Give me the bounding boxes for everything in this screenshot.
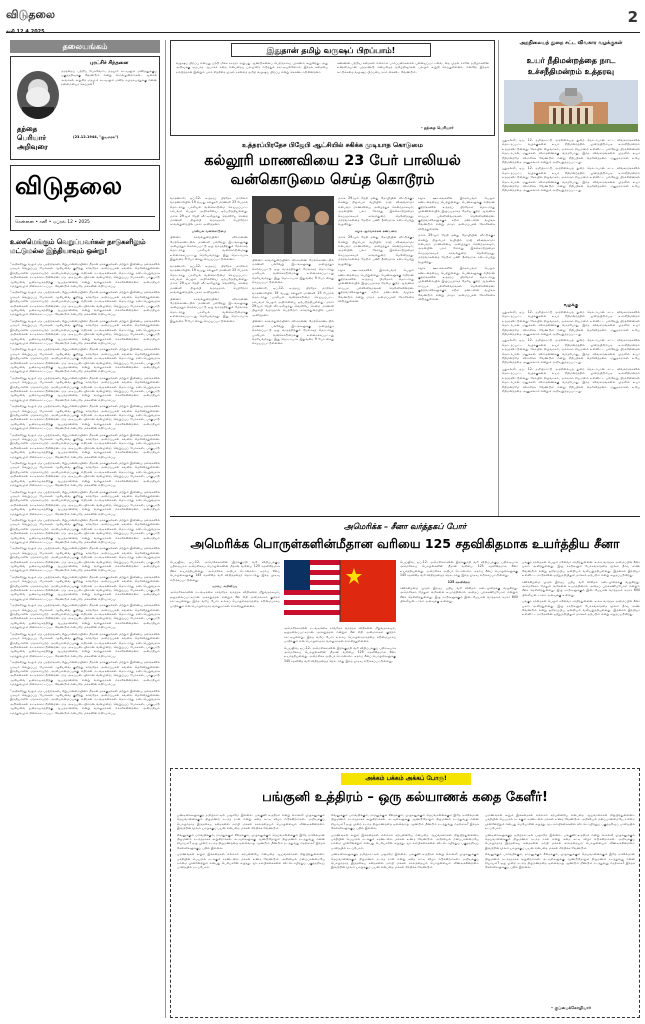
editorial-paragraph: "அதிகரித்து வரும் மத பதற்றங்கள், சிறுபான்மையினர் மீதான தாக்குதல்கள் மற்றும் இணைய தளங்களில் பரவும் வெறுப்புப் பேச்சுகள் ஆகியவை குறித்து சர்வதேச அமைப்புகள் கவலை தெரிவித்துள்ளன. இந்தியாவில் மதச்சார்பற்ற அரசியலமைப்புக்கு எதிரான நடவடிக்கைகள் தொடர்ந்து நடைபெறுவதாக அறிக்கைகள் சுட்டிக்காட்டுகின்றன. மத அடிப்படையிலான வன்முறை, வெறுப்புப் பேச்சுகள், பாகுபாடு ஆகியவை ஜனநாயகத்திற்கு ஆபத்தானவை என்று வல்லுநர்கள் எச்சரிக்கின்றனர். அமைதியும் சமத்துவமும் நிலைநாட்டப்பட வேண்டும் என்பதே மக்களின் எதிர்பார்ப்பு.: [10, 489, 160, 516]
center-paragraph: மார்ச் 29ஆம் தேதி தனது தோழியின் வீட்டுக்குச் சென்று திரும்பும் வழியில் ராஜ் விஷ்வகர்மா என்பவர் மாணவியை அழைத்துச் சென்றதாகவும், அதன்பின் பலர் சேர்ந்து இக்கொடூரத்தைச் செய்ததாகவும் காவல்துறை தெரிவித்தது. மற்றவர்களைத் தேடும் பணி தீவிரமாக நடைபெற்று வருகிறது.: [338, 235, 414, 266]
masthead-rule: [6, 32, 640, 33]
editorial-paragraph: "அதிகரித்து வரும் மத பதற்றங்கள், சிறுபான்மையினர் மீதான தாக்குதல்கள் மற்றும் இணைய தளங்களில் பரவும் வெறுப்புப் பேச்சுகள் ஆகியவை குறித்து சர்வதேச அமைப்புகள் கவலை தெரிவித்துள்ளன. இந்தியாவில் மதச்சார்பற்ற அரசியலமைப்புக்கு எதிரான நடவடிக்கைகள் தொடர்ந்து நடைபெறுவதாக அறிக்கைகள் சுட்டிக்காட்டுகின்றன. மத அடிப்படையிலான வன்முறை, வெறுப்புப் பேச்சுகள், பாகுபாடு ஆகியவை ஜனநாயகத்திற்கு ஆபத்தானவை என்று வல்லுநர்கள் எச்சரிக்கின்றனர். அமைதியும் சமத்துவமும் நிலைநாட்டப்பட வேண்டும் என்பதே மக்களின் எதிர்பார்ப்பு.: [10, 660, 160, 687]
center-col3: [338, 196, 414, 504]
masthead: [6, 8, 640, 26]
center-paragraph: வாரணாசி, ஏப்.12- உத்தரப் பிரதேச மாநிலம் வாரணாசியில் 19 வயது கல்லூரி மாணவி 23 பேரால் தொடர்ந்து பாலியல் வன்கொடுமை செய்யப்பட்ட சம்பவம் பெரும் அதிர்ச்சியை ஏற்படுத்தியுள்ளது. மார்ச் 29ஆம் தேதி வீட்டிலிருந்து வெளியே சென்ற மாணவி திரும்பி வராததால் பெற்றோர் காவல்துறையில் புகார் அளித்தனர்.: [170, 263, 248, 295]
court-paragraph: புதுடில்லி, ஏப். 12- தமிழ்நாட்டு அறநிலையத் துறை தொடர்பான சட்ட விவகாரங்களில் தொடரப்பட்ட வழக்குகளை உயர் நீதிமன்றத்தில் முறையிடும்படி உச்சநீதிமன்றம் உத்தரவிட்டுள்ளது. கோயில் நிருவாகம், அர்ச்சகர் நியமனம் உள்ளிட்ட பல்வேறு பிரச்சினைகள் தொடர்பான மனுக்கள் விசாரணைக்கு வந்தபோது, இந்த விவகாரங்களை முதலில் உயர் நீதிமன்றமே விசாரிக்க வேண்டும் என்று நீதிபதிகள் தெரிவித்தனர். மனுதாரர்கள் உரிய நீதிமன்றத்தை அணுகலாம் என்றும் அறிவுறுத்தப்பட்டது.: [502, 366, 640, 393]
trade-paragraph: அமெரிக்காவின் நடவடிக்கை சர்வதேச வர்த்தக விதிகளை மீறுவதாகவும், ஒருதலைப்பட்சமான அச்சுறுத்தல் என்றும் சீன நிதி அமைச்சகம் குற்றம் சாட்டியுள்ளது. இந்த வரிப் போர் உலகப் பொருளாதாரத்தை கடுமையாகப் பாதிக்கும் என பொருளாதார வல்லுநர்கள் எச்சரித்துள்ளனர்.: [284, 626, 396, 644]
editorial-paragraph: "அதிகரித்து வரும் மத பதற்றங்கள், சிறுபான்மையினர் மீதான தாக்குதல்கள் மற்றும் இணைய தளங்களில் பரவும் வெறுப்புப் பேச்சுகள் ஆகியவை குறித்து சர்வதேச அமைப்புகள் கவலை தெரிவித்துள்ளன. இந்தியாவில் மதச்சார்பற்ற அரசியலமைப்புக்கு எதிரான நடவடிக்கைகள் தொடர்ந்து நடைபெறுவதாக அறிக்கைகள் சுட்டிக்காட்டுகின்றன. மத அடிப்படையிலான வன்முறை, வெறுப்புப் பேச்சுகள், பாகுபாடு ஆகியவை ஜனநாயகத்திற்கு ஆபத்தானவை என்று வல்லுநர்கள் எச்சரிக்கின்றனர். அமைதியும் சமத்துவமும் நிலைநாட்டப்பட வேண்டும் என்பதே மக்களின் எதிர்பார்ப்பு.: [10, 461, 160, 488]
feature-kicker: அக்கம் பக்கம் அக்கப் போரு!: [341, 773, 471, 785]
trade-paragraph: பெய்ஜிங், ஏப்.12- அமெரிக்காவின் இறக்குமதி வரி விதிப்புக்குப் பதிலடியாக அமெரிக்கப் பொருள்களின் மீதான வரியை 125 சதவிகிதமாக சீனா உயர்த்தியுள்ளது. அமெரிக்க அதிபர் டொனால்ட் டிரம்ப் சீனப் பொருள்களுக்கு 145 சதவிகித வரி விதித்ததைத் தொடர்ந்து இந்த முடிவு எடுக்கப்பட்டுள்ளது.: [170, 560, 280, 582]
court-building-image: [504, 80, 638, 132]
court-heading: உயர் நீதிமன்றத்தை நாட உச்சநீதிமன்றம் உத்தரவு: [526, 56, 616, 76]
feature-paragraph: பண்டிகைகளுக்குத் தமிழ்நாட்டில் பஞ்சமே இல்லை. பங்குனி உத்திரம் என்று சொல்லி முருகனுக்கும் தெய்வானைக்கும் திருமணம் நடந்த நாள் என்று கதை கட்டி விழா எடுக்கிறார்கள். அறிவுக்குப் பொருந்தாத இத்தகைய கதைகளை நம்பி மக்கள் காலத்தையும் பொருளையும் வீணடிக்கின்றனர். இவற்றின் மூலம் யாருக்குப் பயன் என்பதை மக்கள் சிந்திக்க வேண்டும்.: [485, 832, 635, 850]
quote-kicker: புரட்சிச் சிந்தனை: [89, 60, 129, 66]
center-paragraph: பின்னர் காவல்துறையினர் விசாரணை மேற்கொண்டதில் மாணவி பல்வேறு இடங்களுக்கு அழைத்துச் செல்லப்பட்டு ஒரு வாரத்திற்கும் மேலாகத் தொடர்ந்து பாலியல் வன்கொடுமைக்கு உள்ளாக்கப்பட்டது தெரியவந்தது. இது தொடர்பாக இதுவரை 9 பேர் கைது செய்யப்பட்டுள்ளனர்.: [170, 296, 248, 323]
center-col2: [252, 258, 334, 504]
editorial-paragraph: "அதிகரித்து வரும் மத பதற்றங்கள், சிறுபான்மையினர் மீதான தாக்குதல்கள் மற்றும் இணைய தளங்களில் பரவும் வெறுப்புப் பேச்சுகள் ஆகியவை குறித்து சர்வதேச அமைப்புகள் கவலை தெரிவித்துள்ளன. இந்தியாவில் மதச்சார்பற்ற அரசியலமைப்புக்கு எதிரான நடவடிக்கைகள் தொடர்ந்து நடைபெறுவதாக அறிக்கைகள் சுட்டிக்காட்டுகின்றன. மத அடிப்படையிலான வன்முறை, வெறுப்புப் பேச்சுகள், பாகுபாடு ஆகியவை ஜனநாயகத்திற்கு ஆபத்தானவை என்று வல்லுநர்கள் எச்சரிக்கின்றனர். அமைதியும் சமத்துவமும் நிலைநாட்டப்பட வேண்டும் என்பதே மக்களின் எதிர்பார்ப்பு.: [10, 290, 160, 317]
editorial-paragraph: "அதிகரித்து வரும் மத பதற்றங்கள், சிறுபான்மையினர் மீதான தாக்குதல்கள் மற்றும் இணைய தளங்களில் பரவும் வெறுப்புப் பேச்சுகள் ஆகியவை குறித்து சர்வதேச அமைப்புகள் கவலை தெரிவித்துள்ளன. இந்தியாவில் மதச்சார்பற்ற அரசியலமைப்புக்கு எதிரான நடவடிக்கைகள் தொடர்ந்து நடைபெறுவதாக அறிக்கைகள் சுட்டிக்காட்டுகின்றன. மத அடிப்படையிலான வன்முறை, வெறுப்புப் பேச்சுகள், பாகுபாடு ஆகியவை ஜனநாயகத்திற்கு ஆபத்தானவை என்று வல்லுநர்கள் எச்சரிக்கின்றனர். அமைதியும் சமத்துவமும் நிலைநாட்டப்பட வேண்டும் என்பதே மக்களின் எதிர்பார்ப்பு.: [10, 603, 160, 630]
trade-paragraph: அமெரிக்காவின் நடவடிக்கை சர்வதேச வர்த்தக விதிகளை மீறுவதாகவும், ஒருதலைப்பட்சமான அச்சுறுத்தல் என்றும் சீன நிதி அமைச்சகம் குற்றம் சாட்டியுள்ளது. இந்த வரிப் போர் உலகப் பொருளாதாரத்தை கடுமையாகப் பாதிக்கும் என பொருளாதார வல்லுநர்கள் எச்சரித்துள்ளனர்.: [170, 590, 280, 608]
editorial-paragraph: "அதிகரித்து வரும் மத பதற்றங்கள், சிறுபான்மையினர் மீதான தாக்குதல்கள் மற்றும் இணைய தளங்களில் பரவும் வெறுப்புப் பேச்சுகள் ஆகியவை குறித்து சர்வதேச அமைப்புகள் கவலை தெரிவித்துள்ளன. இந்தியாவில் மதச்சார்பற்ற அரசியலமைப்புக்கு எதிரான நடவடிக்கைகள் தொடர்ந்து நடைபெறுவதாக அறிக்கைகள் சுட்டிக்காட்டுகின்றன. மத அடிப்படையிலான வன்முறை, வெறுப்புப் பேச்சுகள், பாகுபாடு ஆகியவை ஜனநாயகத்திற்கு ஆபத்தானவை என்று வல்லுநர்கள் எச்சரிக்கின்றனர். அமைதியும் சமத்துவமும் நிலைநாட்டப்பட வேண்டும் என்பதே மக்களின் எதிர்பார்ப்பு.: [10, 688, 160, 715]
quote-source: (23.12.1944, "குடிஅரசு"): [73, 135, 119, 139]
trade-col4: [522, 560, 640, 760]
paper-title: விடுதலை: [6, 8, 56, 21]
editorial-paragraph: "அதிகரித்து வரும் மத பதற்றங்கள், சிறுபான்மையினர் மீதான தாக்குதல்கள் மற்றும் இணைய தளங்களில் பரவும் வெறுப்புப் பேச்சுகள் ஆகியவை குறித்து சர்வதேச அமைப்புகள் கவலை தெரிவித்துள்ளன. இந்தியாவில் மதச்சார்பற்ற அரசியலமைப்புக்கு எதிரான நடவடிக்கைகள் தொடர்ந்து நடைபெறுவதாக அறிக்கைகள் சுட்டிக்காட்டுகின்றன. மத அடிப்படையிலான வன்முறை, வெறுப்புப் பேச்சுகள், பாகுபாடு ஆகியவை ஜனநாயகத்திற்கு ஆபத்தானவை என்று வல்லுநர்கள் எச்சரிக்கின்றனர். அமைதியும் சமத்துவமும் நிலைநாட்டப்பட வேண்டும் என்பதே மக்களின் எதிர்பார்ப்பு.: [10, 546, 160, 573]
center-paragraph: சமூக ஊடகங்களில் இச்சம்பவம் பெரும் கண்டனத்தைப் பெற்றுள்ளது. பெண்களுக்கு எதிரான குற்றங்களில் உத்தரப் பிரதேசம் தொடர்ந்து முன்னிலையில் இருப்பதாகத் தேசிய குற்ற ஆவணக் காப்பக புள்ளிவிவரங்கள் தெரிவிக்கின்றன. குற்றவாளிகளுக்குக் கடும் தண்டனை வழங்க வேண்டும் என்று மாதர் அமைப்புகள் கோரிக்கை விடுத்துள்ளன.: [418, 196, 495, 231]
logo: விடுதலை: [15, 172, 122, 200]
court-paragraph: புதுடில்லி, ஏப். 12- தமிழ்நாட்டு அறநிலையத் துறை தொடர்பான சட்ட விவகாரங்களில் தொடரப்பட்ட வழக்குகளை உயர் நீதிமன்றத்தில் முறையிடும்படி உச்சநீதிமன்றம் உத்தரவிட்டுள்ளது. கோயில் நிருவாகம், அர்ச்சகர் நியமனம் உள்ளிட்ட பல்வேறு பிரச்சினைகள் தொடர்பான மனுக்கள் விசாரணைக்கு வந்தபோது, இந்த விவகாரங்களை முதலில் உயர் நீதிமன்றமே விசாரிக்க வேண்டும் என்று நீதிபதிகள் தெரிவித்தனர். மனுதாரர்கள் உரிய நீதிமன்றத்தை அணுகலாம் என்றும் அறிவுறுத்தப்பட்டது.: [502, 338, 640, 365]
center-kicker: உத்தரப்பிரதேச பிஜேபி ஆட்சியில் சகிக்க முடியாத கொடுமை: [242, 141, 423, 149]
center-paragraph: வாரணாசி, ஏப்.12- உத்தரப் பிரதேச மாநிலம் வாரணாசியில் 19 வயது கல்லூரி மாணவி 23 பேரால் தொடர்ந்து பாலியல் வன்கொடுமை செய்யப்பட்ட சம்பவம் பெரும் அதிர்ச்சியை ஏற்படுத்தியுள்ளது. மார்ச் 29ஆம் தேதி வீட்டிலிருந்து வெளியே சென்ற மாணவி திரும்பி வராததால் பெற்றோர் காவல்துறையில் புகார் அளித்தனர்.: [170, 196, 248, 227]
center-subheading: சமூக ஆர்வலர்கள் கண்டனம்: [355, 228, 397, 233]
quote-box: [10, 56, 160, 160]
avatar: [17, 71, 59, 119]
new-year-heading: இதுதான் தமிழ் வருஷப் பிறப்பாம்!: [231, 43, 431, 57]
logo-box: [10, 165, 160, 231]
trade-heading: அமெரிக்க பொருள்களின்மீதான வரியை 125 சதவிகிதமாக உயர்த்திய சீனா: [190, 536, 620, 551]
flags-image: [284, 560, 396, 622]
feature-paragraph: புராணங்கள் கூறும் இக்கதைகள் எல்லாம் கற்பனையே என்பதை ஆய்வாளர்கள் நிரூபித்துள்ளனர். பக்தியின் பெயரால் நடக்கும் சுரண்டலை மக்கள் உணர வேண்டும். அறிவியல் மனப்பான்மையே நம்மை முன்னேற்றும் என்பது பெரியாரின் கருத்து. மூடநம்பிக்கைகளை விட்டொழித்துப் பகுத்தறிவுப் பாதையில் நடப்போம்.: [331, 832, 479, 850]
center-paragraph: வாரணாசி, ஏப்.12- உத்தரப் பிரதேச மாநிலம் வாரணாசியில் 19 வயது கல்லூரி மாணவி 23 பேரால் தொடர்ந்து பாலியல் வன்கொடுமை செய்யப்பட்ட சம்பவம் பெரும் அதிர்ச்சியை ஏற்படுத்தியுள்ளது. மார்ச் 29ஆம் தேதி வீட்டிலிருந்து வெளியே சென்ற மாணவி திரும்பி வராததால் பெற்றோர் காவல்துறையில் புகார் அளித்தனர்.: [252, 286, 334, 317]
trade-subheading: டிரம்ப் அறிவிப்பு: [212, 584, 238, 589]
trade-paragraph: பங்குச் சந்தைகள் பெரும் சரிவைச் சந்தித்துள்ளன. உலக வர்த்தக அமைப்பில் சீனா புகார் அளித்துள்ளது. இரு நாடுகளும் பேச்சுவார்த்தை மூலம் தீர்வு காண வேண்டும் என்று ஐரோப்பிய ஒன்றியம் வலியுறுத்தியுள்ளது. இதனால் இந்தியா உள்ளிட்ட நாடுகளின் ஏற்றுமதியிலும் தாக்கம் ஏற்படும் என்று கருதப்படுகிறது.: [522, 599, 640, 617]
trade-col2: [284, 626, 396, 760]
trade-paragraph: பெய்ஜிங், ஏப்.12- அமெரிக்காவின் இறக்குமதி வரி விதிப்புக்குப் பதிலடியாக அமெரிக்கப் பொருள்களின் மீதான வரியை 125 சதவிகிதமாக சீனா உயர்த்தியுள்ளது. அமெரிக்க அதிபர் டொனால்ட் டிரம்ப் சீனப் பொருள்களுக்கு 145 சதவிகித வரி விதித்ததைத் தொடர்ந்து இந்த முடிவு எடுக்கப்பட்டுள்ளது.: [400, 560, 518, 578]
new-year-body-left: வருஷப் பிறப்பு என்பது பற்றி மிக்க நாரதர் அறுபது ஆண்டுகளைப் பெற்றதாகப் புராணம் கூறுகிறது. அது அறிவுக்கு ஒப்பாத ஆபாசக் கதை என்பதைப் பலமுறை எடுத்துக் காட்டியுள்ளோம். இந்தக் கதையை நம்பித்தான் இன்றும் பலர் சித்திரை முதல் நாளைத் தமிழ் வருஷப் பிறப்பு என்று கொண்டாடுகின்றனர்.: [176, 61, 328, 74]
trade-paragraph: சனிக்கிழமை முதல் இந்தப் புதிய வரி விகிதம் நடைமுறைக்கு வருகிறது. அமெரிக்கா மேலும் வரிகளை உயர்த்தினால் அதைப் புறக்கணிப்போம் என்றும் சீனா தெரிவித்துள்ளது. இரு நாடுகளுக்கும் இடையேயான வர்த்தகம் சுமார் 600 பில்லியன் டாலர் அளவுக்கு உள்ளது.: [400, 586, 518, 604]
court-body-cont: [502, 310, 640, 516]
feature-box: [170, 768, 640, 1018]
feature-col1: [177, 813, 325, 1013]
trade-paragraph: சனிக்கிழமை முதல் இந்தப் புதிய வரி விகிதம் நடைமுறைக்கு வருகிறது. அமெரிக்கா மேலும் வரிகளை உயர்த்தினால் அதைப் புறக்கணிப்போம் என்றும் சீனா தெரிவித்துள்ளது. இரு நாடுகளுக்கும் இடையேயான வர்த்தகம் சுமார் 600 பில்லியன் டாலர் அளவுக்கு உள்ளது.: [522, 579, 640, 597]
feature-col3: [485, 813, 635, 1003]
editorial-body: [10, 262, 160, 1017]
feature-paragraph: சிவனுக்கும் பார்வதிக்கும், ராமனுக்கும் சீதைக்கும், முருகனுக்கும் தெய்வானைக்கும் இதே நாளில்தான் திருமணம் நடந்ததாகக் கூறுகிறார்கள். கடவுள்களுக்கு ஆண்டுதோறும் திருமணம் நடத்துவது என்ன நியாயம்? ஒரு முறை நடந்த திருமணத்தை ஒவ்வொரு ஆண்டும் மீண்டும் நடத்துவது எதற்காக? இந்தக் கேள்விகளுக்குப் பதில் இல்லை.: [177, 832, 325, 850]
feature-paragraph: பண்டிகைகளுக்குத் தமிழ்நாட்டில் பஞ்சமே இல்லை. பங்குனி உத்திரம் என்று சொல்லி முருகனுக்கும் தெய்வானைக்கும் திருமணம் நடந்த நாள் என்று கதை கட்டி விழா எடுக்கிறார்கள். அறிவுக்குப் பொருந்தாத இத்தகைய கதைகளை நம்பி மக்கள் காலத்தையும் பொருளையும் வீணடிக்கின்றனர். இவற்றின் மூலம் யாருக்குப் பயன் என்பதை மக்கள் சிந்திக்க வேண்டும்.: [331, 852, 479, 870]
quote-text: மதத்தைப் பற்றிப் பேசுவோர், மதமும் கடவுளும் மனிதனுக்குப் பகுத்தறிவுக்கு வேண்டும் என்று சொல்லுகிறார்கள். ஆனால் அவர்கள் கூறுகிற மதமும் கடவுளும் மனித சமுதாயத்துக்கு என்ன நன்மையைச் செய்தன?: [61, 69, 157, 87]
feature-paragraph: சிவனுக்கும் பார்வதிக்கும், ராமனுக்கும் சீதைக்கும், முருகனுக்கும் தெய்வானைக்கும் இதே நாளில்தான் திருமணம் நடந்ததாகக் கூறுகிறார்கள். கடவுள்களுக்கு ஆண்டுதோறும் திருமணம் நடத்துவது என்ன நியாயம்? ஒரு முறை நடந்த திருமணத்தை ஒவ்வொரு ஆண்டும் மீண்டும் நடத்துவது எதற்காக? இந்தக் கேள்விகளுக்குப் பதில் இல்லை.: [331, 813, 479, 831]
center-col1: [170, 196, 248, 504]
center-subheading: பாலியல் வன்கொடுமை: [191, 228, 227, 233]
center-heading-line1: கல்லூரி மாணவியை 23 பேர் பாலியல்: [204, 153, 461, 169]
editorial-paragraph: "அதிகரித்து வரும் மத பதற்றங்கள், சிறுபான்மையினர் மீதான தாக்குதல்கள் மற்றும் இணைய தளங்களில் பரவும் வெறுப்புப் பேச்சுகள் ஆகியவை குறித்து சர்வதேச அமைப்புகள் கவலை தெரிவித்துள்ளன. இந்தியாவில் மதச்சார்பற்ற அரசியலமைப்புக்கு எதிரான நடவடிக்கைகள் தொடர்ந்து நடைபெறுவதாக அறிக்கைகள் சுட்டிக்காட்டுகின்றன. மத அடிப்படையிலான வன்முறை, வெறுப்புப் பேச்சுகள், பாகுபாடு ஆகியவை ஜனநாயகத்திற்கு ஆபத்தானவை என்று வல்லுநர்கள் எச்சரிக்கின்றனர். அமைதியும் சமத்துவமும் நிலைநாட்டப்பட வேண்டும் என்பதே மக்களின் எதிர்பார்ப்பு.: [10, 432, 160, 459]
editorial-paragraph: "அதிகரித்து வரும் மத பதற்றங்கள், சிறுபான்மையினர் மீதான தாக்குதல்கள் மற்றும் இணைய தளங்களில் பரவும் வெறுப்புப் பேச்சுகள் ஆகியவை குறித்து சர்வதேச அமைப்புகள் கவலை தெரிவித்துள்ளன. இந்தியாவில் மதச்சார்பற்ற அரசியலமைப்புக்கு எதிரான நடவடிக்கைகள் தொடர்ந்து நடைபெறுவதாக அறிக்கைகள் சுட்டிக்காட்டுகின்றன. மத அடிப்படையிலான வன்முறை, வெறுப்புப் பேச்சுகள், பாகுபாடு ஆகியவை ஜனநாயகத்திற்கு ஆபத்தானவை என்று வல்லுநர்கள் எச்சரிக்கின்றனர். அமைதியும் சமத்துவமும் நிலைநாட்டப்பட வேண்டும் என்பதே மக்களின் எதிர்பார்ப்பு.: [10, 517, 160, 544]
center-heading-line2: வன்கொடுமை செய்த கொடூரம்: [230, 172, 435, 188]
editorial-paragraph: "அதிகரித்து வரும் மத பதற்றங்கள், சிறுபான்மையினர் மீதான தாக்குதல்கள் மற்றும் இணைய தளங்களில் பரவும் வெறுப்புப் பேச்சுகள் ஆகியவை குறித்து சர்வதேச அமைப்புகள் கவலை தெரிவித்துள்ளன. இந்தியாவில் மதச்சார்பற்ற அரசியலமைப்புக்கு எதிரான நடவடிக்கைகள் தொடர்ந்து நடைபெறுவதாக அறிக்கைகள் சுட்டிக்காட்டுகின்றன. மத அடிப்படையிலான வன்முறை, வெறுப்புப் பேச்சுகள், பாகுபாடு ஆகியவை ஜனநாயகத்திற்கு ஆபத்தானவை என்று வல்லுநர்கள் எச்சரிக்கின்றனர். அமைதியும் சமத்துவமும் நிலைநாட்டப்பட வேண்டும் என்பதே மக்களின் எதிர்பார்ப்பு.: [10, 631, 160, 658]
center-paragraph: பின்னர் காவல்துறையினர் விசாரணை மேற்கொண்டதில் மாணவி பல்வேறு இடங்களுக்கு அழைத்துச் செல்லப்பட்டு ஒரு வாரத்திற்கும் மேலாகத் தொடர்ந்து பாலியல் வன்கொடுமைக்கு உள்ளாக்கப்பட்டது தெரியவந்தது. இது தொடர்பாக இதுவரை 9 பேர் கைது செய்யப்பட்டுள்ளனர்.: [252, 258, 334, 285]
trade-col3: [400, 560, 518, 760]
right-column-divider: [498, 40, 499, 516]
author-name: தந்தை பெரியார் அறிவுரை: [17, 125, 48, 151]
court-paragraph: புதுடில்லி, ஏப். 12- தமிழ்நாட்டு அறநிலையத் துறை தொடர்பான சட்ட விவகாரங்களில் தொடரப்பட்ட வழக்குகளை உயர் நீதிமன்றத்தில் முறையிடும்படி உச்சநீதிமன்றம் உத்தரவிட்டுள்ளது. கோயில் நிருவாகம், அர்ச்சகர் நியமனம் உள்ளிட்ட பல்வேறு பிரச்சினைகள் தொடர்பான மனுக்கள் விசாரணைக்கு வந்தபோது, இந்த விவகாரங்களை முதலில் உயர் நீதிமன்றமே விசாரிக்க வேண்டும் என்று நீதிபதிகள் தெரிவித்தனர். மனுதாரர்கள் உரிய நீதிமன்றத்தை அணுகலாம் என்றும் அறிவுறுத்தப்பட்டது.: [502, 310, 640, 337]
trade-kicker: அமெரிக்க – சீனா வர்த்தகப் போர்: [343, 522, 467, 531]
new-year-signature: - தந்தை பெரியார்: [421, 125, 454, 130]
center-paragraph: மார்ச் 29ஆம் தேதி தனது தோழியின் வீட்டுக்குச் சென்று திரும்பும் வழியில் ராஜ் விஷ்வகர்மா என்பவர் மாணவியை அழைத்துச் சென்றதாகவும், அதன்பின் பலர் சேர்ந்து இக்கொடூரத்தைச் செய்ததாகவும் காவல்துறை தெரிவித்தது. மற்றவர்களைத் தேடும் பணி தீவிரமாக நடைபெற்று வருகிறது.: [418, 233, 495, 264]
trade-paragraph: பங்குச் சந்தைகள் பெரும் சரிவைச் சந்தித்துள்ளன. உலக வர்த்தக அமைப்பில் சீனா புகார் அளித்துள்ளது. இரு நாடுகளும் பேச்சுவார்த்தை மூலம் தீர்வு காண வேண்டும் என்று ஐரோப்பிய ஒன்றியம் வலியுறுத்தியுள்ளது. இதனால் இந்தியா உள்ளிட்ட நாடுகளின் ஏற்றுமதியிலும் தாக்கம் ஏற்படும் என்று கருதப்படுகிறது.: [522, 560, 640, 578]
new-year-body-right: கண்ணன் பற்றிய கதைகள் எல்லாம் பார்ப்பனர்களால் புனையப்பட்டவை. தை முதல் நாளே தமிழர்களின் உண்மையான புத்தாண்டு என்பதைத் தமிழறிஞர்கள் பலரும் உறுதி செய்துள்ளனர். எனவே இந்தக் கட்டுக்கதை வருஷப் பிறப்பை நாம் கைவிட வேண்டும்.: [337, 61, 489, 74]
editorial-bar: தலையங்கம்: [10, 40, 160, 53]
feature-paragraph: புராணங்கள் கூறும் இக்கதைகள் எல்லாம் கற்பனையே என்பதை ஆய்வாளர்கள் நிரூபித்துள்ளனர். பக்தியின் பெயரால் நடக்கும் சுரண்டலை மக்கள் உணர வேண்டும். அறிவியல் மனப்பான்மையே நம்மை முன்னேற்றும் என்பது பெரியாரின் கருத்து. மூடநம்பிக்கைகளை விட்டொழித்துப் பகுத்தறிவுப் பாதையில் நடப்போம்.: [485, 813, 635, 831]
court-subheading: வழக்கு: [563, 303, 579, 308]
feature-paragraph: சிவனுக்கும் பார்வதிக்கும், ராமனுக்கும் சீதைக்கும், முருகனுக்கும் தெய்வானைக்கும் இதே நாளில்தான் திருமணம் நடந்ததாகக் கூறுகிறார்கள். கடவுள்களுக்கு ஆண்டுதோறும் திருமணம் நடத்துவது என்ன நியாயம்? ஒரு முறை நடந்த திருமணத்தை ஒவ்வொரு ஆண்டும் மீண்டும் நடத்துவது எதற்காக? இந்தக் கேள்விகளுக்குப் பதில் இல்லை.: [485, 852, 635, 870]
trade-paragraph: பெய்ஜிங், ஏப்.12- அமெரிக்காவின் இறக்குமதி வரி விதிப்புக்குப் பதிலடியாக அமெரிக்கப் பொருள்களின் மீதான வரியை 125 சதவிகிதமாக சீனா உயர்த்தியுள்ளது. அமெரிக்க அதிபர் டொனால்ட் டிரம்ப் சீனப் பொருள்களுக்கு 145 சதவிகித வரி விதித்ததைத் தொடர்ந்து இந்த முடிவு எடுக்கப்பட்டுள்ளது.: [284, 645, 396, 663]
feature-paragraph: பண்டிகைகளுக்குத் தமிழ்நாட்டில் பஞ்சமே இல்லை. பங்குனி உத்திரம் என்று சொல்லி முருகனுக்கும் தெய்வானைக்கும் திருமணம் நடந்த நாள் என்று கதை கட்டி விழா எடுக்கிறார்கள். அறிவுக்குப் பொருந்தாத இத்தகைய கதைகளை நம்பி மக்கள் காலத்தையும் பொருளையும் வீணடிக்கின்றனர். இவற்றின் மூலம் யாருக்குப் பயன் என்பதை மக்கள் சிந்திக்க வேண்டும்.: [177, 813, 325, 831]
center-photo: [252, 196, 334, 254]
center-col4: [418, 196, 495, 504]
editorial-paragraph: "அதிகரித்து வரும் மத பதற்றங்கள், சிறுபான்மையினர் மீதான தாக்குதல்கள் மற்றும் இணைய தளங்களில் பரவும் வெறுப்புப் பேச்சுகள் ஆகியவை குறித்து சர்வதேச அமைப்புகள் கவலை தெரிவித்துள்ளன. இந்தியாவில் மதச்சார்பற்ற அரசியலமைப்புக்கு எதிரான நடவடிக்கைகள் தொடர்ந்து நடைபெறுவதாக அறிக்கைகள் சுட்டிக்காட்டுகின்றன. மத அடிப்படையிலான வன்முறை, வெறுப்புப் பேச்சுகள், பாகுபாடு ஆகியவை ஜனநாயகத்திற்கு ஆபத்தானவை என்று வல்லுநர்கள் எச்சரிக்கின்றனர். அமைதியும் சமத்துவமும் நிலைநாட்டப்பட வேண்டும் என்பதே மக்களின் எதிர்பார்ப்பு.: [10, 375, 160, 402]
center-paragraph: பின்னர் காவல்துறையினர் விசாரணை மேற்கொண்டதில் மாணவி பல்வேறு இடங்களுக்கு அழைத்துச் செல்லப்பட்டு ஒரு வாரத்திற்கும் மேலாகத் தொடர்ந்து பாலியல் வன்கொடுமைக்கு உள்ளாக்கப்பட்டது தெரியவந்தது. இது தொடர்பாக இதுவரை 9 பேர் கைது செய்யப்பட்டுள்ளனர்.: [170, 235, 248, 262]
court-kicker: அறநிலையத் துறை சட்ட விவகார வழக்குகள்: [519, 40, 623, 46]
trade-rule: [170, 516, 640, 517]
center-paragraph: பின்னர் காவல்துறையினர் விசாரணை மேற்கொண்டதில் மாணவி பல்வேறு இடங்களுக்கு அழைத்துச் செல்லப்பட்டு ஒரு வாரத்திற்கும் மேலாகத் தொடர்ந்து பாலியல் வன்கொடுமைக்கு உள்ளாக்கப்பட்டது தெரியவந்தது. இது தொடர்பாக இதுவரை 9 பேர் கைது செய்யப்பட்டுள்ளனர்.: [252, 319, 334, 346]
center-paragraph: சமூக ஊடகங்களில் இச்சம்பவம் பெரும் கண்டனத்தைப் பெற்றுள்ளது. பெண்களுக்கு எதிரான குற்றங்களில் உத்தரப் பிரதேசம் தொடர்ந்து முன்னிலையில் இருப்பதாகத் தேசிய குற்ற ஆவணக் காப்பக புள்ளிவிவரங்கள் தெரிவிக்கின்றன. குற்றவாளிகளுக்குக் கடும் தண்டனை வழங்க வேண்டும் என்று மாதர் அமைப்புகள் கோரிக்கை விடுத்துள்ளன.: [338, 268, 414, 303]
court-paragraph: புதுடில்லி, ஏப். 12- தமிழ்நாட்டு அறநிலையத் துறை தொடர்பான சட்ட விவகாரங்களில் தொடரப்பட்ட வழக்குகளை உயர் நீதிமன்றத்தில் முறையிடும்படி உச்சநீதிமன்றம் உத்தரவிட்டுள்ளது. கோயில் நிருவாகம், அர்ச்சகர் நியமனம் உள்ளிட்ட பல்வேறு பிரச்சினைகள் தொடர்பான மனுக்கள் விசாரணைக்கு வந்தபோது, இந்த விவகாரங்களை முதலில் உயர் நீதிமன்றமே விசாரிக்க வேண்டும் என்று நீதிபதிகள் தெரிவித்தனர். மனுதாரர்கள் உரிய நீதிமன்றத்தை அணுகலாம் என்றும் அறிவுறுத்தப்பட்டது.: [502, 138, 640, 165]
center-paragraph: மார்ச் 29ஆம் தேதி தனது தோழியின் வீட்டுக்குச் சென்று திரும்பும் வழியில் ராஜ் விஷ்வகர்மா என்பவர் மாணவியை அழைத்துச் சென்றதாகவும், அதன்பின் பலர் சேர்ந்து இக்கொடூரத்தைச் செய்ததாகவும் காவல்துறை தெரிவித்தது. மற்றவர்களைத் தேடும் பணி தீவிரமாக நடைபெற்று வருகிறது.: [338, 196, 414, 227]
editorial-paragraph: "அதிகரித்து வரும் மத பதற்றங்கள், சிறுபான்மையினர் மீதான தாக்குதல்கள் மற்றும் இணைய தளங்களில் பரவும் வெறுப்புப் பேச்சுகள் ஆகியவை குறித்து சர்வதேச அமைப்புகள் கவலை தெரிவித்துள்ளன. இந்தியாவில் மதச்சார்பற்ற அரசியலமைப்புக்கு எதிரான நடவடிக்கைகள் தொடர்ந்து நடைபெறுவதாக அறிக்கைகள் சுட்டிக்காட்டுகின்றன. மத அடிப்படையிலான வன்முறை, வெறுப்புப் பேச்சுகள், பாகுபாடு ஆகியவை ஜனநாயகத்திற்கு ஆபத்தானவை என்று வல்லுநர்கள் எச்சரிக்கின்றனர். அமைதியும் சமத்துவமும் நிலைநாட்டப்பட வேண்டும் என்பதே மக்களின் எதிர்பார்ப்பு.: [10, 404, 160, 431]
editorial-paragraph: "அதிகரித்து வரும் மத பதற்றங்கள், சிறுபான்மையினர் மீதான தாக்குதல்கள் மற்றும் இணைய தளங்களில் பரவும் வெறுப்புப் பேச்சுகள் ஆகியவை குறித்து சர்வதேச அமைப்புகள் கவலை தெரிவித்துள்ளன. இந்தியாவில் மதச்சார்பற்ற அரசியலமைப்புக்கு எதிரான நடவடிக்கைகள் தொடர்ந்து நடைபெறுவதாக அறிக்கைகள் சுட்டிக்காட்டுகின்றன. மத அடிப்படையிலான வன்முறை, வெறுப்புப் பேச்சுகள், பாகுபாடு ஆகியவை ஜனநாயகத்திற்கு ஆபத்தானவை என்று வல்லுநர்கள் எச்சரிக்கின்றனர். அமைதியும் சமத்துவமும் நிலைநாட்டப்பட வேண்டும் என்பதே மக்களின் எதிர்பார்ப்பு.: [10, 347, 160, 374]
page-number: 2: [627, 8, 638, 26]
edition-line: சென்னை • சனி • ஏப்ரல் 12 • 2025: [15, 216, 155, 225]
editorial-paragraph: "அதிகரித்து வரும் மத பதற்றங்கள், சிறுபான்மையினர் மீதான தாக்குதல்கள் மற்றும் இணைய தளங்களில் பரவும் வெறுப்புப் பேச்சுகள் ஆகியவை குறித்து சர்வதேச அமைப்புகள் கவலை தெரிவித்துள்ளன. இந்தியாவில் மதச்சார்பற்ற அரசியலமைப்புக்கு எதிரான நடவடிக்கைகள் தொடர்ந்து நடைபெறுவதாக அறிக்கைகள் சுட்டிக்காட்டுகின்றன. மத அடிப்படையிலான வன்முறை, வெறுப்புப் பேச்சுகள், பாகுபாடு ஆகியவை ஜனநாயகத்திற்கு ஆபத்தானவை என்று வல்லுநர்கள் எச்சரிக்கின்றனர். அமைதியும் சமத்துவமும் நிலைநாட்டப்பட வேண்டும் என்பதே மக்களின் எதிர்பார்ப்பு.: [10, 318, 160, 345]
editorial-paragraph: "அதிகரித்து வரும் மத பதற்றங்கள், சிறுபான்மையினர் மீதான தாக்குதல்கள் மற்றும் இணைய தளங்களில் பரவும் வெறுப்புப் பேச்சுகள் ஆகியவை குறித்து சர்வதேச அமைப்புகள் கவலை தெரிவித்துள்ளன. இந்தியாவில் மதச்சார்பற்ற அரசியலமைப்புக்கு எதிரான நடவடிக்கைகள் தொடர்ந்து நடைபெறுவதாக அறிக்கைகள் சுட்டிக்காட்டுகின்றன. மத அடிப்படையிலான வன்முறை, வெறுப்புப் பேச்சுகள், பாகுபாடு ஆகியவை ஜனநாயகத்திற்கு ஆபத்தானவை என்று வல்லுநர்கள் எச்சரிக்கின்றனர். அமைதியும் சமத்துவமும் நிலைநாட்டப்பட வேண்டும் என்பதே மக்களின் எதிர்பார்ப்பு.: [10, 262, 160, 289]
feature-heading: பங்குனி உத்திரம் – ஒரு கல்யாணக் கதை கேளீர்!: [262, 790, 548, 805]
editorial-heading: உலகமெங்கும் வெறுப்பவர்கள் நாடுகளிலும் மட்டுமல்ல இந்தியாவும் ஒன்று!: [10, 238, 146, 255]
new-year-box: [170, 40, 495, 136]
court-paragraph: புதுடில்லி, ஏப். 12- தமிழ்நாட்டு அறநிலையத் துறை தொடர்பான சட்ட விவகாரங்களில் தொடரப்பட்ட வழக்குகளை உயர் நீதிமன்றத்தில் முறையிடும்படி உச்சநீதிமன்றம் உத்தரவிட்டுள்ளது. கோயில் நிருவாகம், அர்ச்சகர் நியமனம் உள்ளிட்ட பல்வேறு பிரச்சினைகள் தொடர்பான மனுக்கள் விசாரணைக்கு வந்தபோது, இந்த விவகாரங்களை முதலில் உயர் நீதிமன்றமே விசாரிக்க வேண்டும் என்று நீதிபதிகள் தெரிவித்தனர். மனுதாரர்கள் உரிய நீதிமன்றத்தை அணுகலாம் என்றும் அறிவுறுத்தப்பட்டது.: [502, 166, 640, 193]
feature-col2: [331, 813, 479, 1013]
column-divider: [165, 40, 166, 1018]
center-paragraph: சமூக ஊடகங்களில் இச்சம்பவம் பெரும் கண்டனத்தைப் பெற்றுள்ளது. பெண்களுக்கு எதிரான குற்றங்களில் உத்தரப் பிரதேசம் தொடர்ந்து முன்னிலையில் இருப்பதாகத் தேசிய குற்ற ஆவணக் காப்பக புள்ளிவிவரங்கள் தெரிவிக்கின்றன. குற்றவாளிகளுக்குக் கடும் தண்டனை வழங்க வேண்டும் என்று மாதர் அமைப்புகள் கோரிக்கை விடுத்துள்ளன.: [418, 266, 495, 301]
court-body: [502, 138, 640, 298]
editorial-paragraph: "அதிகரித்து வரும் மத பதற்றங்கள், சிறுபான்மையினர் மீதான தாக்குதல்கள் மற்றும் இணைய தளங்களில் பரவும் வெறுப்புப் பேச்சுகள் ஆகியவை குறித்து சர்வதேச அமைப்புகள் கவலை தெரிவித்துள்ளன. இந்தியாவில் மதச்சார்பற்ற அரசியலமைப்புக்கு எதிரான நடவடிக்கைகள் தொடர்ந்து நடைபெறுவதாக அறிக்கைகள் சுட்டிக்காட்டுகின்றன. மத அடிப்படையிலான வன்முறை, வெறுப்புப் பேச்சுகள், பாகுபாடு ஆகியவை ஜனநாயகத்திற்கு ஆபத்தானவை என்று வல்லுநர்கள் எச்சரிக்கின்றனர். அமைதியும் சமத்துவமும் நிலைநாட்டப்பட வேண்டும் என்பதே மக்களின் எதிர்பார்ப்பு.: [10, 574, 160, 601]
trade-col1: [170, 560, 280, 760]
trade-subheading: 125 சதவிகிதம்: [447, 579, 471, 584]
feature-signature: – குப்பைக்கோழியார்: [551, 1005, 592, 1010]
feature-paragraph: புராணங்கள் கூறும் இக்கதைகள் எல்லாம் கற்பனையே என்பதை ஆய்வாளர்கள் நிரூபித்துள்ளனர். பக்தியின் பெயரால் நடக்கும் சுரண்டலை மக்கள் உணர வேண்டும். அறிவியல் மனப்பான்மையே நம்மை முன்னேற்றும் என்பது பெரியாரின் கருத்து. மூடநம்பிக்கைகளை விட்டொழித்துப் பகுத்தறிவுப் பாதையில் நடப்போம்.: [177, 852, 325, 870]
court-story: [502, 40, 640, 516]
